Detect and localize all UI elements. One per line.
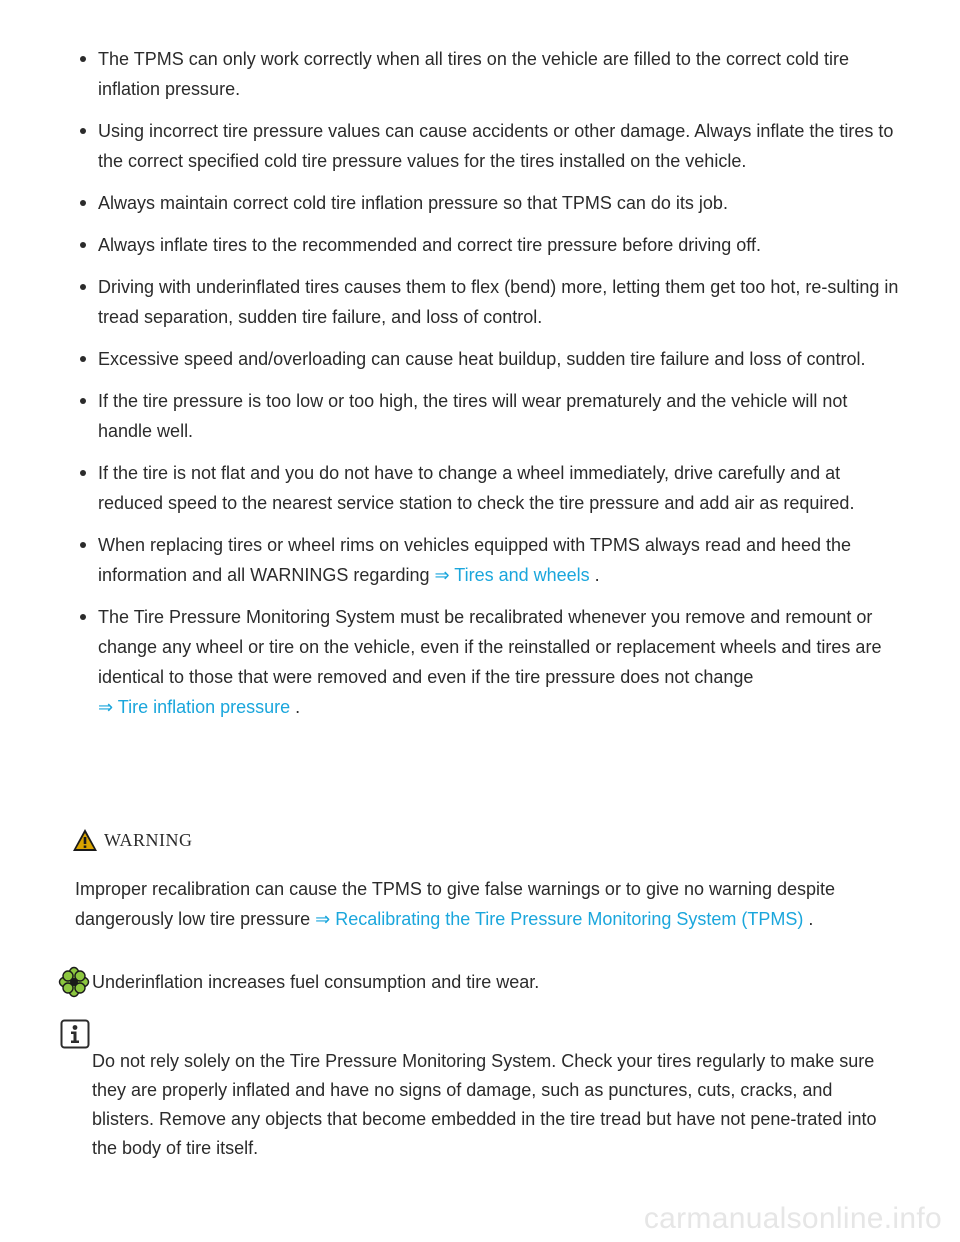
info-icon xyxy=(60,1019,90,1049)
bullet-item xyxy=(0,188,960,218)
bullet-item xyxy=(0,530,960,590)
watermark: carmanualsonline.info xyxy=(643,1202,942,1235)
recalibrating-tpms-link[interactable]: ⇒ Recalibrating the Tire Pressure Monitoring System (TPMS) xyxy=(315,909,804,929)
bullet-text: The TPMS can only work correctly when all tires on the vehicle are filled to the correct cold tire inflation pressure. xyxy=(98,49,849,99)
bullet-dot xyxy=(80,614,86,620)
bullet-dot xyxy=(80,542,86,548)
bullet-item xyxy=(0,230,960,260)
bullet-text: Excessive speed and/overloading can cause heat buildup, sudden tire failure and loss of control. xyxy=(98,349,866,369)
bullet-dot xyxy=(80,128,86,134)
bullet-text: The Tire Pressure Monitoring System must be recalibrated whenever you remove and remount or change any wheel or tire on the vehicle, even if the reinstalled or replacement wheels and tires are identical to those that were removed and even if the tire pressure does not change xyxy=(98,607,882,687)
bullet-dot xyxy=(80,284,86,290)
bullet-text: When replacing tires or wheel rims on vehicles equipped with TPMS always read and heed the information and all WARNINGS regarding xyxy=(98,535,852,585)
bullet-text: Using incorrect tire pressure values can cause accidents or other damage. Always inflate the tires to the correct specified cold tire pressure values for the tires installed on the vehicle. xyxy=(98,121,894,171)
bullet-dot xyxy=(80,56,86,62)
bullet-text: If the tire pressure is too low or too high, the tires will wear prematurely and the vehicle will not handle well. xyxy=(98,391,848,441)
bullet-text: If the tire is not flat and you do not have to change a wheel immediately, drive carefully and at reduced speed to the nearest service station to check the tire pressure and add air as required. xyxy=(98,463,855,513)
bullet-dot xyxy=(80,470,86,476)
environment-note xyxy=(58,966,539,998)
tires-and-wheels-link[interactable]: ⇒ Tires and wheels xyxy=(434,565,590,585)
bullet-item xyxy=(0,116,960,176)
bullet-dot xyxy=(80,242,86,248)
warning-header xyxy=(72,826,193,854)
bullet-item xyxy=(0,602,960,722)
bullet-dot xyxy=(80,398,86,404)
bullet-list xyxy=(0,44,960,734)
warning-body-text: Improper recalibration can cause the TPMS to give false warnings or to give no warning despite dangerously low tire pressure xyxy=(75,879,836,929)
bullet-text: Driving with underinflated tires causes them to flex (bend) more, letting them get too hot, re-sulting in tread separation, sudden tire failure, and loss of control. xyxy=(98,277,899,327)
warning-text xyxy=(75,874,895,934)
bullet-text: Always maintain correct cold tire inflation pressure so that TPMS can do its job. xyxy=(98,193,728,213)
bullet-item xyxy=(0,458,960,518)
warning-after: . xyxy=(803,909,814,929)
bullet-item xyxy=(0,272,960,332)
bullet-after: . xyxy=(589,565,600,585)
bullet-item xyxy=(0,386,960,446)
warning-triangle-icon xyxy=(72,828,98,852)
bullet-item xyxy=(0,344,960,374)
environment-text: Underinflation increases fuel consumption and tire wear. xyxy=(92,972,540,992)
tire-inflation-pressure-link[interactable]: ⇒ Tire inflation pressure xyxy=(98,697,291,717)
bullet-dot xyxy=(80,356,86,362)
info-note xyxy=(92,1047,882,1163)
environment-flower-icon xyxy=(58,966,90,998)
warning-title: WARNING xyxy=(104,829,193,850)
bullet-after: . xyxy=(290,697,301,717)
bullet-dot xyxy=(80,200,86,206)
bullet-item xyxy=(0,44,960,104)
info-note-text: Do not rely solely on the Tire Pressure Monitoring System. Check your tires regularly to make sure they are properly inflated and have no signs of damage, such as punctures, cuts, cracks, and blisters. Remove any objects that become embedded in the tire tread but have not pene-trated into the body of tire itself. xyxy=(92,1051,877,1158)
bullet-text: Always inflate tires to the recommended and correct tire pressure before driving off. xyxy=(98,235,761,255)
